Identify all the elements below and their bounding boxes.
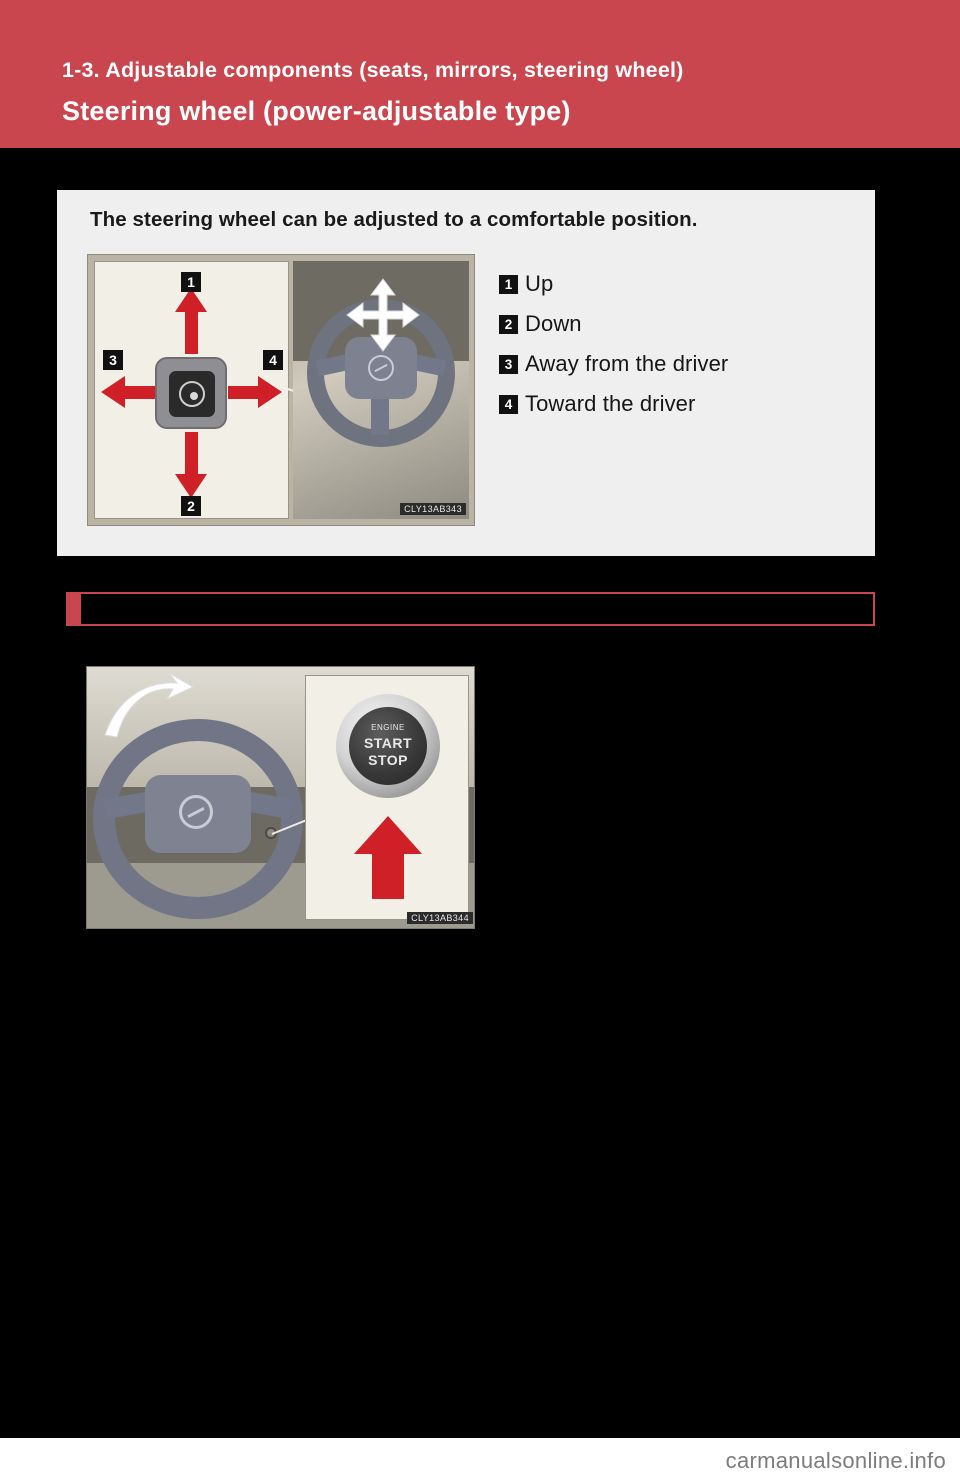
- switch-center-dot-icon: [190, 392, 198, 400]
- four-way-arrow-icon: [345, 277, 421, 353]
- start-stop-inset-panel: [305, 675, 469, 920]
- switch-diagram-pane: [94, 261, 289, 519]
- figure1-code: CLY13AB343: [400, 503, 466, 515]
- press-arrow-head: [354, 816, 422, 854]
- figure2-code: CLY13AB344: [407, 912, 473, 924]
- legend-label-4: Toward the driver: [525, 391, 696, 416]
- legend-item-2: [499, 304, 849, 344]
- site-watermark: carmanualsonline.info: [725, 1448, 946, 1473]
- button-label-engine: ENGINE: [371, 723, 405, 732]
- legend-number-1: 1: [499, 275, 518, 294]
- legend-label-1: Up: [525, 271, 554, 296]
- button-label-start: START: [363, 735, 413, 751]
- arrow-up-shaft: [185, 310, 198, 354]
- engine-start-figure: [86, 666, 475, 929]
- section-heading-accent: [68, 594, 81, 624]
- brand-emblem-icon: [368, 355, 394, 381]
- legend-item-4: [499, 384, 849, 424]
- callout-4: 4: [263, 350, 283, 370]
- engine-start-stop-button[interactable]: [336, 694, 440, 798]
- arrow-right-shaft: [228, 386, 260, 399]
- legend-number-3: 3: [499, 355, 518, 374]
- legend-list: [499, 264, 849, 424]
- section-heading-bar: [66, 592, 875, 626]
- legend-label-2: Down: [525, 311, 582, 336]
- steering-wheel-spoke-bottom: [371, 393, 389, 435]
- legend-number-4: 4: [499, 395, 518, 414]
- arrow-right-head: [258, 376, 282, 408]
- adjust-switch-face: [169, 371, 215, 417]
- legend-item-1: [499, 264, 849, 304]
- arrow-down-shaft: [185, 432, 198, 476]
- adjust-switch-body: [155, 357, 227, 429]
- callout-3: 3: [103, 350, 123, 370]
- page-title: Steering wheel (power-adjustable type): [62, 96, 571, 126]
- callout-1: 1: [181, 272, 201, 292]
- curved-arrow-icon: [99, 673, 195, 743]
- callout-2: 2: [181, 496, 201, 516]
- press-arrow-shaft: [372, 851, 404, 899]
- button-label-stop: STOP: [368, 752, 408, 768]
- cabin-photo: [87, 667, 475, 928]
- engine-start-stop-button-face[interactable]: [349, 707, 427, 785]
- steering-switch-figure: [87, 254, 475, 526]
- switch-ring-icon: [179, 381, 205, 407]
- arrow-left-shaft: [123, 386, 155, 399]
- figure2-brand-emblem-icon: [179, 795, 213, 829]
- steering-wheel-photo: [293, 261, 469, 519]
- legend-item-3: [499, 344, 849, 384]
- arrow-down-head: [175, 474, 207, 498]
- intro-panel: [57, 190, 875, 556]
- arrow-left-head: [101, 376, 125, 408]
- page-header-band: [0, 0, 960, 148]
- legend-number-2: 2: [499, 315, 518, 334]
- chapter-breadcrumb: 1-3. Adjustable components (seats, mirrors, steering wheel): [62, 58, 684, 82]
- intro-heading: The steering wheel can be adjusted to a comfortable position.: [90, 208, 698, 231]
- legend-label-3: Away from the driver: [525, 351, 729, 376]
